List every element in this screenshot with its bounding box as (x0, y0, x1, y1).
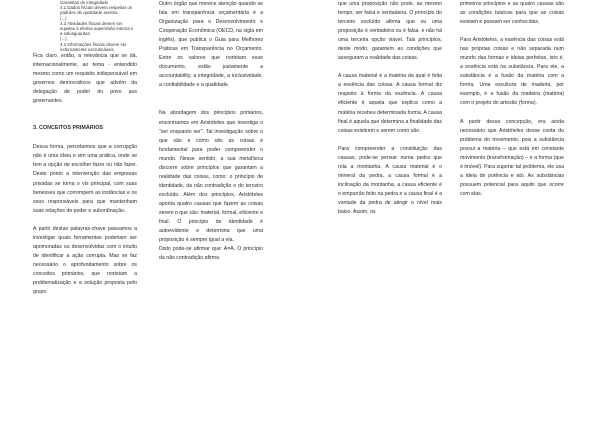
paragraph: primeiros princípios e as quatro causas são as condições básicas para que as coisas existam e possam ser conhecidas. (460, 1, 564, 26)
paragraph: Dessa forma, percebemos que a corrupção não é uma ideia e sim uma prática, onde se tem a opção de escolher fazer ou não fazer. Deste ponto a intervenção das empresas privadas se torna o vis principal, com suas benesses que corrompem as instâncias e os seus responsáveis para que mantenham suas relações de poder e subordinação. (33, 144, 137, 214)
text-column-4 (460, 0, 564, 208)
paragraph: Outro órgão que merece atenção quando se fala em transparência orçamentária é a Organização para o Desenvolvimento e Cooperação Econômica (OECD, na sigla em inglês), que publica o Guia para Melhores Práticas em Transparência no Orçamento. Entre os valores que norteiam esse documento, estão justamente a accountability, a integridade, a inclusividade, a confiabilidade e a qualidade. (159, 1, 263, 89)
paragraph: A partir destas palavras-chave passamos a investigar quais ferramentas poderiam ser aprimoradas ou desenvolvidas com o intuito de identificar a ação corrupta. Mas se faz necessário o aprofundamento sobre os conceitos primários, que norteiam a problematização e a solução proposta pelo grupo. (33, 225, 137, 296)
quote-line: (...) (60, 36, 67, 42)
quote-line: (...) (60, 15, 67, 21)
paragraph: A partir dessa concepção, era ainda necessário que Aristóteles desse conta do problema do movimento, pois a substância possui a matéria – que está em constante movimento (transformação) – e a forma (que é imóvel). Para superar tal problema, ele usa a ideia de potência e ato. As substâncias possuem potencial para aquilo que ocorre com elas. (460, 118, 564, 197)
quote-line: 4.3 Informações fiscais devem ser externamente escrutináveis. (60, 41, 127, 52)
quote-line: Garantias de integridade (60, 0, 109, 5)
block-quote (60, 0, 137, 52)
paragraph: Disto pode-se afirmar que: A=A. O princípio da não contradição afirma (159, 246, 263, 262)
text-column-1 (33, 0, 137, 306)
paragraph: que uma proposição não pode, ao mesmo tempo, ser falsa e verdadeira. O princípio do terceiro excluído afirma que ou uma proposição é verdadeira ou é falsa, e não há uma terceira opção viável. Tais princípios, deste modo, garantem as condições que asseguram a realidade das coisas. (338, 1, 442, 62)
section-heading: 3. CONCEITOS PRIMÁRIOS (33, 125, 103, 132)
quote-line: 4.1 Dados fiscais devem respeitar os padrões de qualidade aceitos. (60, 5, 132, 16)
paragraph: Na abordagem dos princípios primários, encontramos em Aristóteles que investiga o "ser enquanto ser". Tal investigação sobre o que são e como são as coisas é fundamental para poder compreender o mundo. Nesse sentido, a sua metafísica discorre sobre princípios que garantam a realidade das coisas, como: o princípio de identidade, da não contradição e do terceiro excluído. Além dos princípios, Aristóteles aponta quatro causas que fazem as coisas serem o que são: material, formal, eficiente e final. O princípio de identidade é autoevidente e determina que uma proposição é sempre igual a ela. (159, 110, 263, 244)
paragraph: Para Aristóteles, a essência das coisas está nas próprias coisas e não separada num mundo das formas e ideias perfeitas, isto é, a essência está na substância. Para ele, a substância é a fusão da matéria com a forma. Uma escultura de madeira, por exemplo, é a fusão da madeira (matéria) com o projeto do artesão (forma). (460, 37, 564, 107)
paragraph: Para compreender a constituição das causas, pode-se pensar numa pedra que rola a montanha. A causa material é o mineral da pedra, a causa formal é a inclinação da montanha, a causa eficiente é o empurrão feito na pedra e a causa final é a vontade da pedra de atingir o nível mais baixo. Assim, os (338, 145, 442, 215)
quote-line: 4.2 Atividades fiscais devem ser sujeitas à efetiva supervisão interna e a salvaguardas. (60, 20, 134, 37)
paragraph: Fica claro, então, a relevância que se dá, internacionalmente, ao tema - entendido mesmo como um requisito indispensável em governos democráticos que advém da delegação de poder do povo aos governantes. (33, 53, 137, 105)
text-column-3 (338, 0, 442, 226)
paragraph: A causa material é a matéria da qual é feita a essência das coisas. A causa formal diz respeito à forma da essência. A causa eficiente é aquela que explica como a matéria recebeu determinada forma. A causa final é aquela que determina a finalidade das coisas existirem e serem como são. (338, 73, 442, 134)
text-column-2 (159, 0, 263, 272)
